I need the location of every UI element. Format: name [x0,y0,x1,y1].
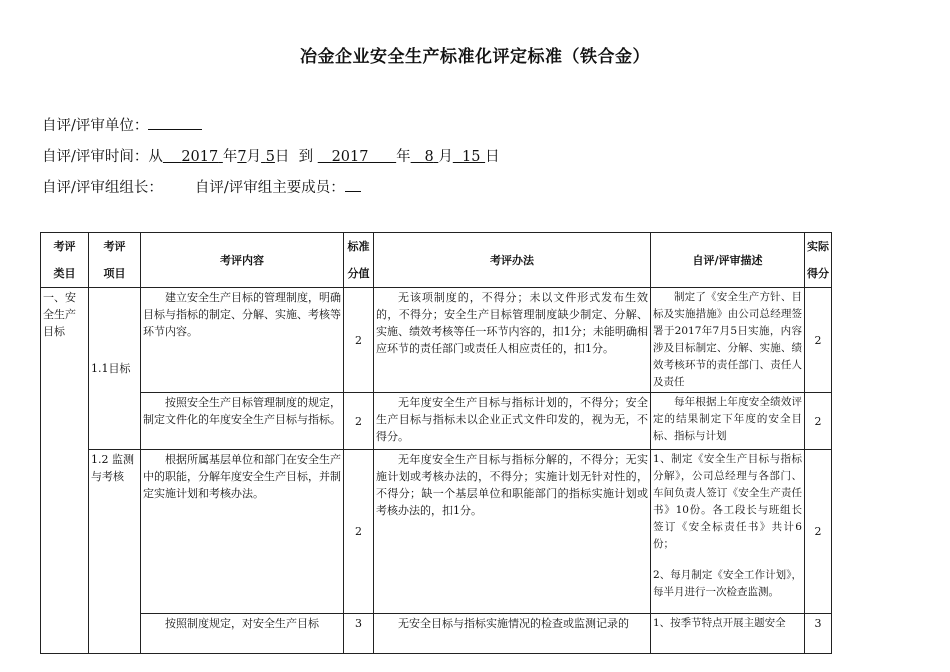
header-category: 考评 类目 [41,233,89,288]
end-year: 2017 [331,149,369,165]
method-cell: 无安全目标与指标实施情况的检查或监测记录的 [374,614,651,654]
content-cell: 建立安全生产目标的管理制度，明确目标与指标的制定、分解、实施、考核等环节内容。 [141,288,344,393]
method-cell: 无年度安全生产目标与指标分解的，不得分；无实施计划或考核办法的，不得分；实施计划无针对性的，不得分；缺一个基层单位和职能部门的指标实施计划或考核办法的，扣1分。 [374,450,651,614]
method-cell: 无年度安全生产目标与指标计划的，不得分；安全生产目标与指标未以企业正式文件印发的，视为无，不得分。 [374,393,651,450]
evaluation-time-line: 自评/评审时间：从 2017 年7月 5日 到 2017 年 8 月 15 日 [42,149,500,165]
method-cell: 无该项制度的，不得分；未以文件形式发布生效的，不得分；安全生产目标管理制度缺少制定、分解、实施、绩效考核等任一环节内容的，扣1分；未能明确相应环节的责任部门或责任人相应责任的，扣1分。 [374,288,651,393]
description-cell: 制定了《安全生产方针、目标及实施措施》由公司总经理签署于2017年7月5日实施，内容涉及目标制定、分解、实施、绩效考核环节的责任部门、责任人及责任 [651,288,805,393]
table-row [41,450,832,614]
score-cell: 2 [344,288,374,393]
description-cell: 1、按季节特点开展主题安全 [651,614,805,654]
table-header-row [41,233,832,288]
actual-score-cell: 2 [805,450,832,614]
actual-score-cell: 2 [805,393,832,450]
start-month: 7 [237,149,247,165]
start-day: 5 [265,149,275,165]
unit-label: 自评/评审单位： [42,118,149,134]
end-month: 8 [424,149,434,165]
score-cell: 2 [344,450,374,614]
members-label: 自评/评审组主要成员： [194,180,345,196]
to-label: 到 [298,149,314,165]
header-method: 考评办法 [374,233,651,288]
time-label: 自评/评审时间：从 [42,149,163,165]
header-item: 考评 项目 [89,233,141,288]
table-row [41,614,832,654]
start-year: 2017 [181,149,219,165]
leader-label: 自评/评审组组长： [42,180,163,196]
evaluation-unit-line [42,114,202,135]
members-blank [345,177,361,192]
page-title: 冶金企业安全生产标准化评定标准（铁合金） [300,47,650,67]
description-cell [651,450,805,614]
description-part: 1、制定《安全生产目标与指标分解》，公司总经理与各部门、车间负责人签订《安全生产责任书》10份。各工段长与班组长签订《安全标责任书》共计6份； [653,453,802,550]
content-cell: 按照制度规定，对安全生产目标 [141,614,344,654]
content-cell: 根据所属基层单位和部门在安全生产中的职能，分解年度安全生产目标，并制定实施计划和考核办法。 [141,450,344,614]
description-cell: 每年根据上年度安全绩效评定的结果制定下年度的安全目标、指标与计划 [651,393,805,450]
category-cell: 一、安全生产目标 [41,288,89,654]
end-day: 15 [462,149,481,165]
table-row [41,288,832,393]
header-actual: 实际 得分 [805,233,832,288]
item-cell: 1.1目标 [89,288,141,450]
content-cell: 按照安全生产目标管理制度的规定，制定文件化的年度安全生产目标与指标。 [141,393,344,450]
header-score: 标准 分值 [344,233,374,288]
evaluation-team-line [42,176,361,197]
description-part: 2、每月制定《安全工作计划》，每半月进行一次检查监测。 [653,569,802,598]
score-cell: 2 [344,393,374,450]
table-row [41,393,832,450]
item-cell: 1.2 监测与考核 [89,450,141,654]
unit-blank [148,115,202,130]
header-description: 自评/评审描述 [651,233,805,288]
header-content: 考评内容 [141,233,344,288]
actual-score-cell: 2 [805,288,832,393]
score-cell: 3 [344,614,374,654]
actual-score-cell: 3 [805,614,832,654]
evaluation-table [40,232,832,654]
